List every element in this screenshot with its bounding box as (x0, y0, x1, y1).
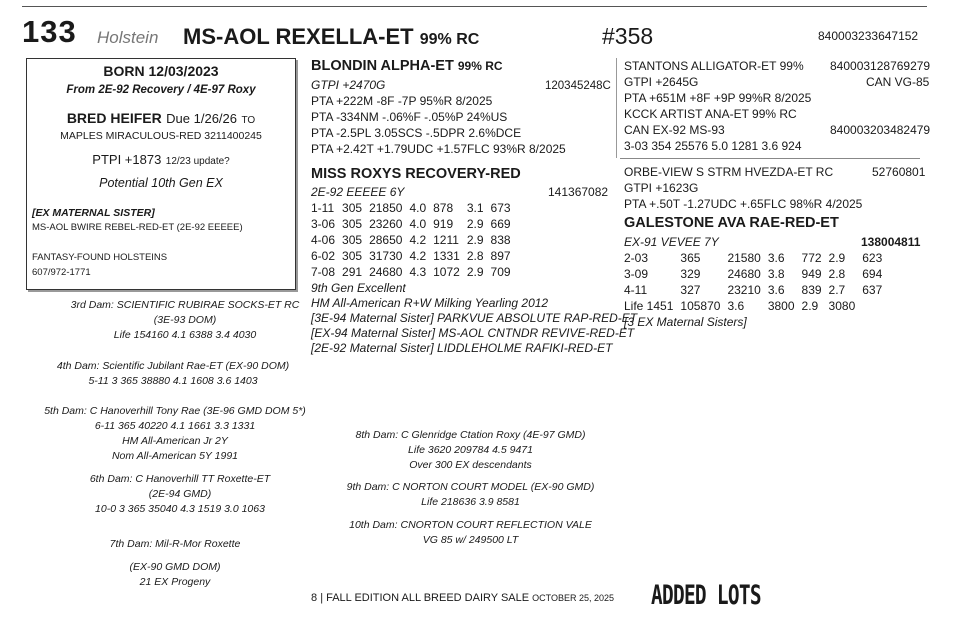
sire-reg: 120345248C (545, 80, 611, 92)
dam-sire-reg: 52760801 (872, 165, 926, 179)
record-cell: 3.6 (727, 299, 745, 313)
record-cell: 105870 (680, 299, 721, 313)
record-cell: 1211 (433, 233, 459, 247)
added-lots-label: ADDED LOTS (651, 580, 761, 611)
column-divider (616, 58, 617, 158)
record-cell: 1072 (433, 265, 460, 279)
record-cell: 623 (862, 251, 883, 265)
page-number: 8 (311, 592, 318, 604)
sire-sire-gtpi: GTPI +2645G (624, 75, 699, 89)
granddam-reg: 138004811 (861, 235, 921, 249)
record-cell: 305 (342, 249, 363, 263)
record-cell: 919 (433, 217, 454, 231)
record-cell: 7-08 (311, 265, 336, 279)
record-cell: 3-09 (624, 267, 649, 281)
dam-sire-gtpi: GTPI +1623G (624, 181, 699, 195)
record-cell: 365 (680, 251, 701, 265)
record-cell: 24680 (369, 265, 403, 279)
record-cell: 878 (433, 201, 454, 215)
record-row (624, 266, 889, 282)
divider (620, 158, 920, 159)
record-cell: 694 (862, 267, 883, 281)
sire-sire-pta: PTA +651M +8F +9P 99%R 8/2025 (624, 91, 812, 105)
sire-dam-name: KCCK ARTIST ANA-ET 99% RC (624, 107, 797, 121)
record-cell: 28650 (369, 233, 403, 247)
tenth-dam: 10th Dam: CNORTON COURT REFLECTION VALE VG 85 w/ 249500 LT (349, 519, 592, 546)
record-row (624, 298, 889, 314)
sire-sire-reg: 840003128769279 (830, 59, 931, 73)
record-cell: 2.9 (466, 233, 484, 247)
consignor: FANTASY-FOUND HOLSTEINS (32, 252, 168, 263)
record-cell: 4-11 (624, 283, 648, 297)
record-cell: 3.1 (466, 201, 484, 215)
sire-dam-record: 3-03 354 25576 5.0 1281 3.6 924 (624, 139, 802, 153)
record-cell: 4-06 (311, 233, 336, 247)
tag-number: #358 (602, 23, 654, 49)
dam-note-4: [EX-94 Maternal Sister] MS-AOL CNTNDR REVIVE-RED-ET (311, 326, 635, 340)
record-cell: 31730 (369, 249, 403, 263)
dam-note-5: [2E-92 Maternal Sister] LIDDLEHOLME RAFIKI-RED-ET (311, 341, 613, 355)
dam-name: MISS ROXYS RECOVERY-RED (311, 166, 521, 182)
top-rule (22, 6, 927, 7)
dam-class: 2E-92 EEEEE 6Y (311, 185, 405, 199)
sixth-dam: 6th Dam: C Hanoverhill TT Roxette-ET (2E-94 GMD) 10-0 3 365 35040 4.3 1519 3.0 1063 (89, 473, 271, 515)
record-cell: 2.8 (466, 249, 484, 263)
record-cell: 4.0 (409, 201, 427, 215)
breed-label: Holstein (97, 28, 159, 47)
lot-number: 133 (22, 14, 77, 49)
record-cell: 4.2 (409, 249, 427, 263)
born-date: BORN 12/03/2023 (103, 63, 219, 79)
record-cell: 327 (680, 283, 701, 297)
record-cell: 305 (342, 201, 363, 215)
record-cell: 3.8 (767, 267, 785, 281)
dam-records (311, 200, 518, 280)
parentage: From 2E-92 Recovery / 4E-97 Roxy (66, 84, 256, 96)
dam-reg: 141367082 (548, 185, 609, 199)
record-cell: 23260 (369, 217, 403, 231)
bred-line: BRED HEIFER Due 1/26/26 TO (66, 110, 256, 126)
ptpi-line: PTPI +1873 12/23 update? (92, 152, 230, 167)
sale-date: OCTOBER 25, 2025 (532, 593, 615, 603)
granddam-class: EX-91 VEVEE 7Y (624, 235, 719, 249)
record-row (624, 282, 889, 298)
dam-note-1: 9th Gen Excellent (311, 281, 406, 295)
record-cell: 21850 (369, 201, 403, 215)
record-cell: 4.0 (409, 217, 427, 231)
record-cell: 3.6 (767, 251, 785, 265)
service-sire: MAPLES MIRACULOUS-RED 3211400245 (60, 130, 262, 142)
record-row (311, 232, 518, 248)
eighth-dam: 8th Dam: C Glenridge Ctation Roxy (4E-97 GMD) Life 3620 209784 4.5 9471 Over 300 EX descendants (355, 429, 586, 471)
info-box (26, 58, 296, 290)
granddam-records (624, 250, 889, 314)
animal-name: MS-AOL REXELLA-ET 99% RC (183, 24, 480, 49)
record-cell: 673 (490, 201, 511, 215)
record-cell: 897 (490, 249, 511, 263)
granddam-note: [3 EX Maternal Sisters] (624, 315, 747, 329)
record-cell: 838 (490, 233, 511, 247)
record-cell: 669 (490, 217, 511, 231)
record-cell: 4.2 (409, 233, 427, 247)
record-cell: 2.7 (828, 283, 846, 297)
record-row (624, 250, 889, 266)
dam-sire-pta: PTA +.50T -1.27UDC +.65FLC 98%R 4/2025 (624, 197, 863, 211)
record-cell: 3.6 (767, 283, 785, 297)
ninth-dam: 9th Dam: C NORTON COURT MODEL (EX-90 GMD) Life 218636 3.9 8581 (346, 481, 595, 508)
record-cell: 329 (680, 267, 701, 281)
ex-sister: MS-AOL BWIRE REBEL-RED-ET (2E-92 EEEEE) (32, 222, 243, 233)
record-cell: 305 (342, 233, 363, 247)
record-cell: 2.9 (801, 299, 819, 313)
sire-pta-4: PTA +2.42T +1.79UDC +1.57FLC 93%R 8/2025 (311, 142, 566, 156)
record-cell: 2.8 (828, 267, 846, 281)
fifth-dam: 5th Dam: C Hanoverhill Tony Rae (3E-96 GMD DOM 5*) 6-11 365 40220 4.1 1661 3.3 1331 HM All-American Jr 2Y Nom All-American 5Y 1991 (44, 405, 306, 462)
sire-dam-class: CAN EX-92 MS-93 (624, 123, 725, 137)
record-cell: 2.9 (466, 265, 484, 279)
record-row (311, 264, 518, 280)
dam-note-2: HM All-American R+W Milking Yearling 2012 (311, 296, 549, 310)
sire-pta-1: PTA +222M -8F -7P 95%R 8/2025 (311, 94, 493, 108)
record-cell: 3-06 (311, 217, 336, 231)
name-pct: 99% RC (419, 31, 480, 48)
sire-pta-2: PTA -334NM -.06%F -.05%P 24%US (311, 110, 508, 124)
record-cell: 2.9 (466, 217, 484, 231)
sire-sire-score: CAN VG-85 (866, 75, 930, 89)
record-cell: 4.3 (409, 265, 427, 279)
record-cell: 6-02 (311, 249, 336, 263)
record-row (311, 216, 518, 232)
record-cell: 2.9 (828, 251, 846, 265)
record-cell: 3080 (828, 299, 856, 313)
seventh-dam: 7th Dam: Mil-R-Mor Roxette (EX-90 GMD DOM) 21 EX Progeny (109, 538, 241, 588)
footer: 8 | FALL EDITION ALL BREED DAIRY SALE OCTOBER 25, 2025 (311, 592, 615, 604)
sire-dam-reg: 840003203482479 (830, 123, 931, 137)
consignor-phone: 607/972-1771 (32, 267, 91, 278)
sire-pta-3: PTA -2.5PL 3.05SCS -.5DPR 2.6%DCE (311, 126, 522, 140)
sire-sire-name: STANTONS ALLIGATOR-ET 99% (624, 59, 804, 73)
record-row (311, 248, 518, 264)
record-cell: 23210 (727, 283, 761, 297)
fourth-dam: 4th Dam: Scientific Jubilant Rae-ET (EX-90 DOM) 5-11 3 365 38880 4.1 1608 3.6 1403 (56, 360, 290, 387)
record-cell: 305 (342, 217, 363, 231)
registration-number: 840003233647152 (818, 29, 919, 43)
ex-sister-label: [EX MATERNAL SISTER] (32, 207, 155, 219)
record-cell: 21580 (727, 251, 761, 265)
record-cell: 291 (342, 265, 363, 279)
potential-gen: Potential 10th Gen EX (99, 176, 223, 190)
record-cell: 1331 (433, 249, 460, 263)
sire-name: BLONDIN ALPHA-ET 99% RC (311, 58, 503, 74)
record-cell: 1-11 (311, 201, 335, 215)
sale-name: FALL EDITION ALL BREED DAIRY SALE (326, 592, 530, 604)
record-cell: 839 (801, 283, 822, 297)
record-cell: 2-03 (624, 251, 649, 265)
record-row (311, 200, 518, 216)
record-cell: 709 (490, 265, 511, 279)
record-cell: Life 1451 (624, 299, 674, 313)
sire-gtpi: GTPI +2470G (311, 78, 386, 92)
record-cell: 3800 (767, 299, 795, 313)
record-cell: 24680 (727, 267, 761, 281)
record-cell: 949 (801, 267, 822, 281)
dam-sire-name: ORBE-VIEW S STRM HVEZDA-ET RC (624, 165, 834, 179)
record-cell (862, 298, 889, 314)
third-dam: 3rd Dam: SCIENTIFIC RUBIRAE SOCKS-ET RC (3E-93 DOM) Life 154160 4.1 6388 3.4 4030 (70, 299, 300, 341)
record-cell: 637 (862, 283, 883, 297)
granddam-name: GALESTONE AVA RAE-RED-ET (624, 215, 839, 231)
record-cell: 772 (801, 251, 822, 265)
dam-note-3: [3E-94 Maternal Sister] PARKVUE ABSOLUTE RAP-RED-ET (311, 311, 638, 325)
